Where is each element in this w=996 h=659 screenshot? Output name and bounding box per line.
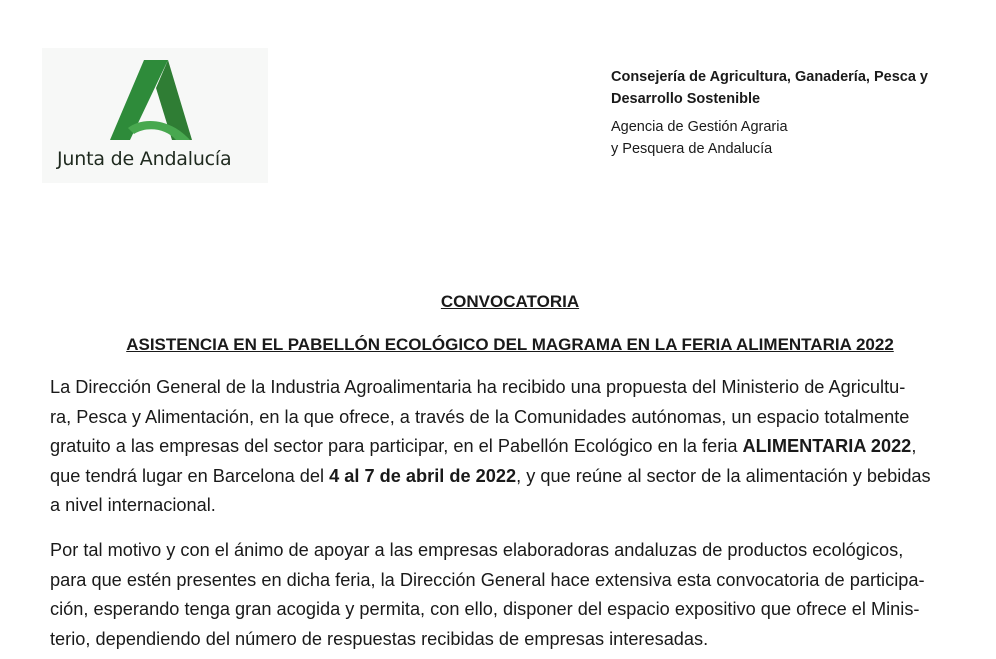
text-segment: que tendrá lugar en Barcelona del (50, 465, 330, 486)
event-dates: 4 al 7 de abril de 2022 (329, 465, 517, 486)
text-segment: gratuito a las empresas del sector para participar, en el Pabellón Ecológico en la feria (50, 436, 743, 456)
header-institution (611, 66, 981, 160)
document-heading: CONVOCATORIA (440, 292, 580, 311)
text-segment: , (911, 436, 917, 456)
paragraph-1-line-4 (50, 462, 975, 492)
department-line-2: Desarrollo Sostenible (611, 91, 761, 107)
paragraph-1 (50, 373, 975, 521)
andalucia-a-icon (110, 58, 200, 150)
department-line-1: Consejería de Agricultura, Ganadería, Pesca y (611, 69, 928, 85)
logo-text: Junta de Andalucía (57, 148, 232, 170)
paragraph-2-line-2: para que estén presentes en dicha feria, la Dirección General hace extensiva esta convocatoria de participa- (50, 569, 925, 590)
paragraph-1-line-3 (50, 432, 975, 462)
document-title: ASISTENCIA EN EL PABELLÓN ECOLÓGICO DEL MAGRAMA EN LA FERIA ALIMENTARIA 2022 (126, 335, 894, 354)
paragraph-1-line-2: ra, Pesca y Alimentación, en la que ofrece, a través de la Comunidades autónomas, un espacio totalmente (50, 406, 910, 427)
paragraph-1-line-1: La Dirección General de la Industria Agroalimentaria ha recibido una propuesta del Ministerio de Agricultu- (50, 377, 906, 397)
paragraph-2-line-3: ción, esperando tenga gran acogida y permita, con ello, disponer del espacio expositivo que ofrece el Minis- (50, 599, 920, 619)
paragraph-2 (50, 536, 975, 654)
paragraph-2-line-1: Por tal motivo y con el ánimo de apoyar a las empresas elaboradoras andaluzas de productos ecológicos, (50, 540, 904, 560)
text-segment: , y que reúne al sector de la alimentación y bebidas (516, 465, 931, 486)
agency-line-2: y Pesquera de Andalucía (611, 141, 773, 157)
junta-de-andalucia-logo (42, 48, 268, 183)
agency-name (611, 116, 981, 160)
event-name: ALIMENTARIA 2022 (742, 436, 912, 456)
agency-line-1: Agencia de Gestión Agraria (611, 119, 788, 135)
paragraph-2-line-4: terio, dependiendo del número de respuestas recibidas de empresas interesadas. (50, 628, 709, 649)
paragraph-1-line-5: a nivel internacional. (50, 495, 216, 515)
